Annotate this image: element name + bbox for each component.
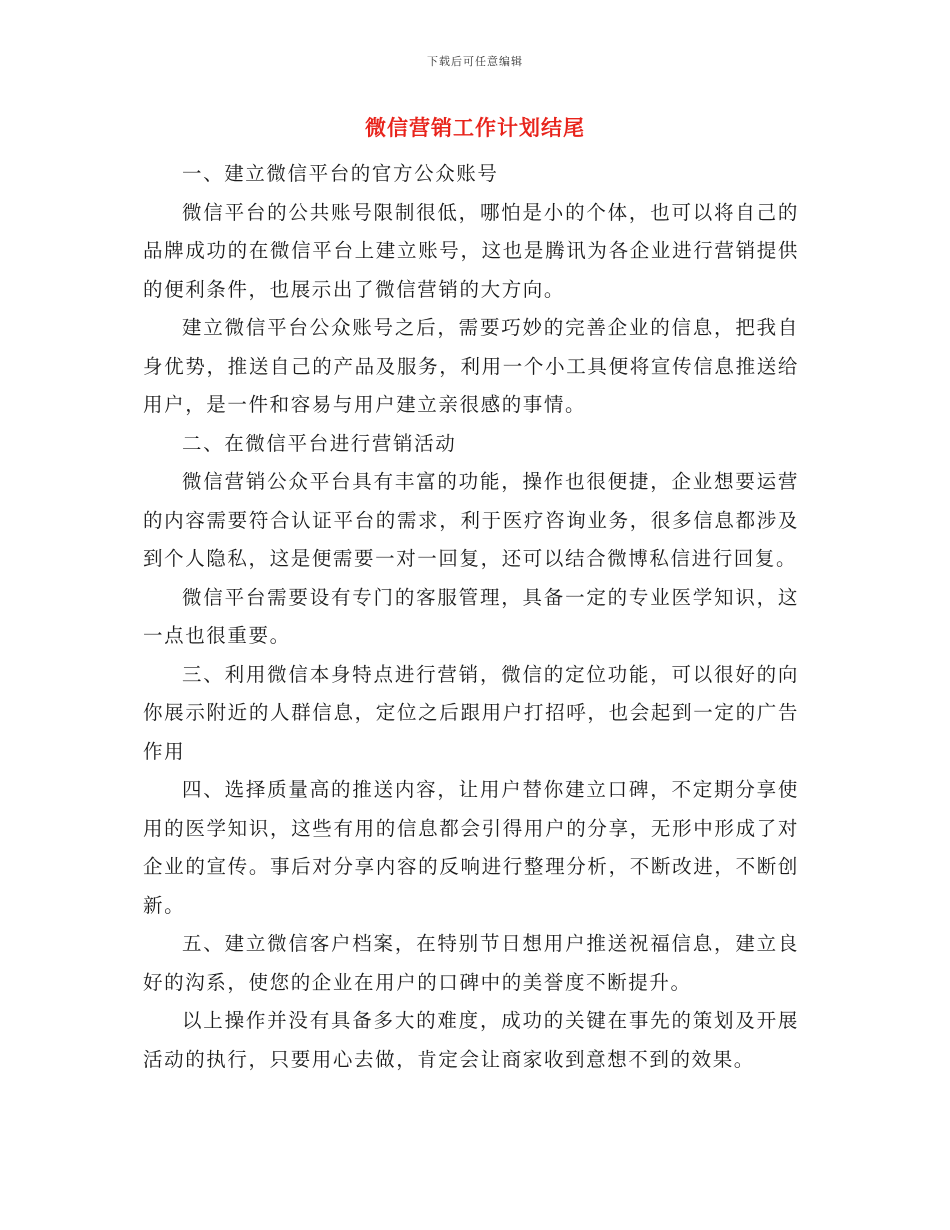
section-heading-2: 二、在微信平台进行营销活动 xyxy=(182,431,457,455)
section-paragraph-5: 五、建立微信客户档案，在特别节日想用户推送祝福信息，建立良好的沟系，使您的企业在用户的口碑中的美誉度不断提升。 xyxy=(143,932,799,994)
section-heading-1: 一、建立微信平台的官方公众账号 xyxy=(182,162,499,185)
section-paragraph-4: 四、选择质量高的推送内容，让用户替你建立口碑，不定期分享使用的医学知识，这些有用的信息都会引得用户的分享，无形中形成了对企业的宣传。事后对分享内容的反响进行整理分析，不断改进，不断创新。 xyxy=(143,778,799,917)
closing-paragraph: 以上操作并没有具备多大的难度，成功的关键在事先的策划及开展活动的执行，只要用心去做，肯定会让商家收到意想不到的效果。 xyxy=(143,1009,799,1071)
section-paragraph-3: 三、利用微信本身特点进行营销，微信的定位功能，可以很好的向你展示附近的人群信息，定位之后跟用户打招呼，也会起到一定的广告作用 xyxy=(143,662,799,763)
body-paragraph: 微信营销公众平台具有丰富的功能，操作也很便捷，企业想要运营的内容需要符合认证平台的需求，利于医疗咨询业务，很多信息都涉及到个人隐私，这是便需要一对一回复，还可以结合微博私信进行回复。 xyxy=(143,470,799,570)
header-note: 下载后可任意编辑 xyxy=(427,55,523,68)
body-paragraph: 建立微信平台公众账号之后，需要巧妙的完善企业的信息，把我自身优势，推送自己的产品及服务，利用一个小工具便将宣传信息推送给用户，是一件和容易与用户建立亲很感的事情。 xyxy=(143,316,799,416)
body-paragraph: 微信平台需要设有专门的客服管理，具备一定的专业医学知识，这一点也很重要。 xyxy=(143,585,799,647)
document-body xyxy=(143,155,799,1079)
body-paragraph: 微信平台的公共账号限制很低，哪怕是小的个体，也可以将自己的品牌成功的在微信平台上建立账号，这也是腾讯为各企业进行营销提供的便利条件，也展示出了微信营销的大方向。 xyxy=(143,200,799,301)
document-title: 微信营销工作计划结尾 xyxy=(365,116,585,140)
